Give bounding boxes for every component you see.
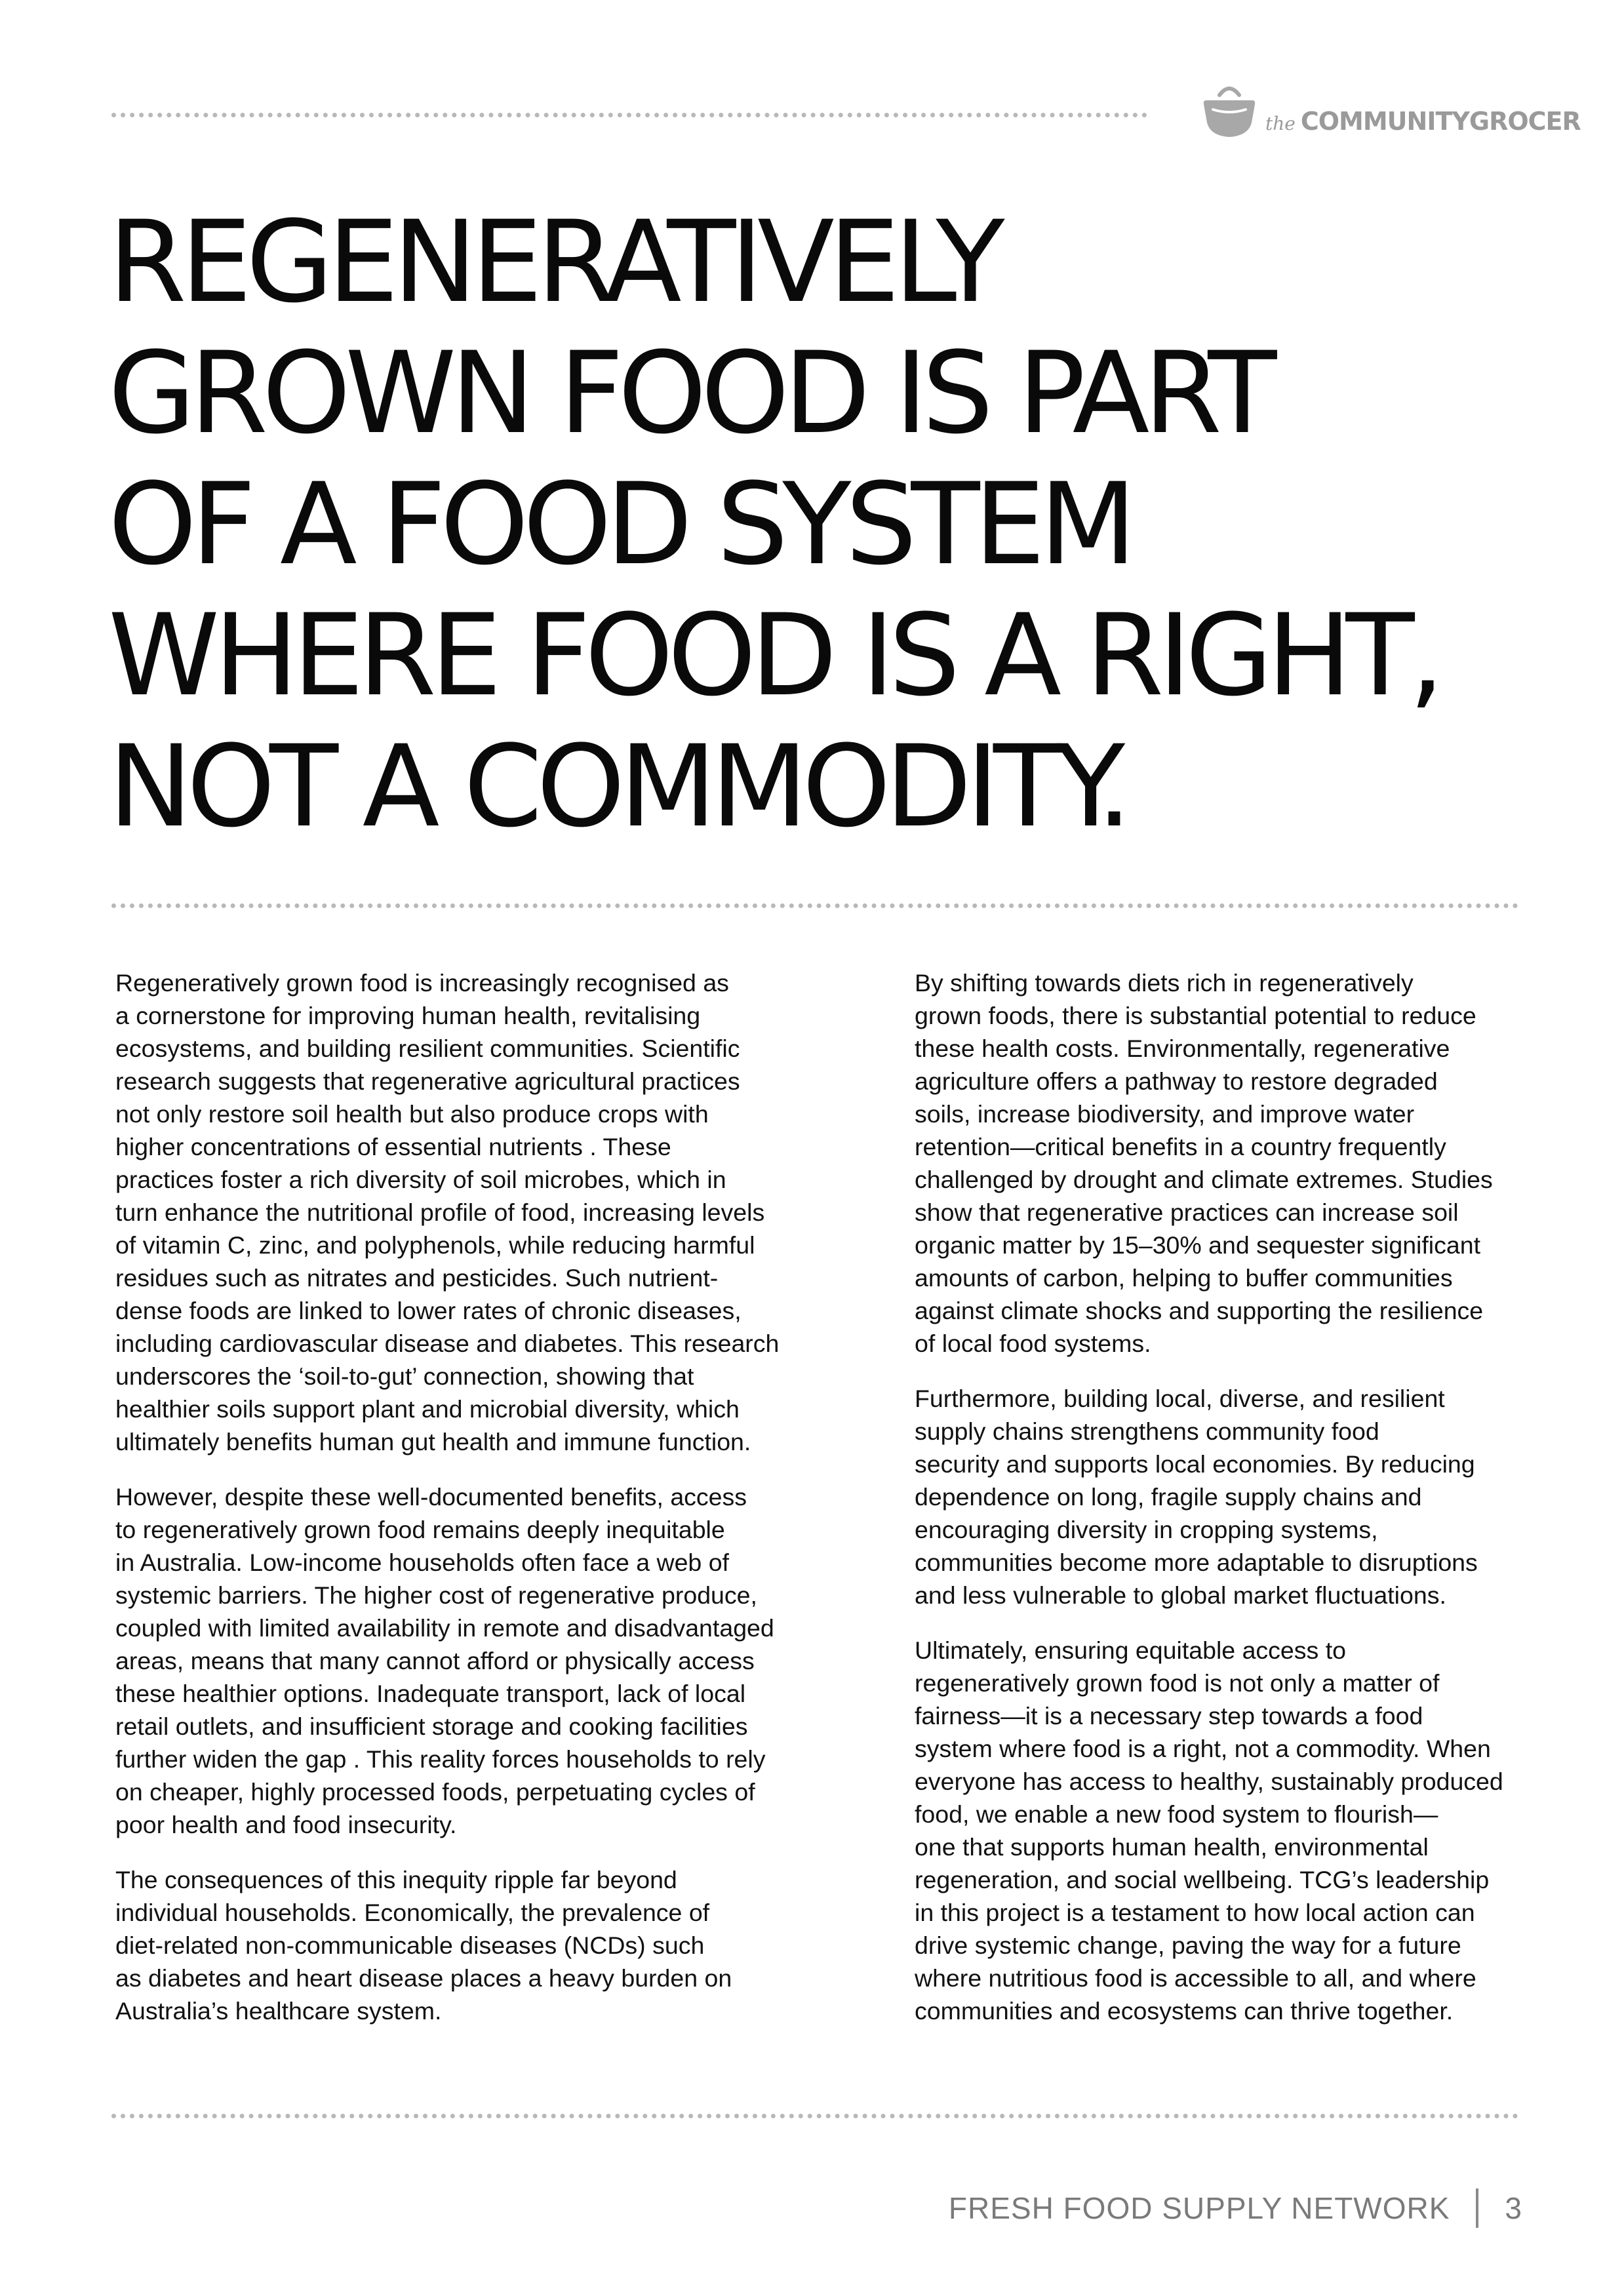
grocery-basket-icon [1200, 81, 1259, 140]
community-grocer-logo [1200, 77, 1581, 143]
top-dotted-divider [111, 113, 1147, 117]
middle-dotted-divider [111, 903, 1518, 908]
brand-name: COMMUNITYGROCER [1300, 107, 1581, 136]
body-paragraph: Ultimately, ensuring equitable access to regeneratively grown food is not only a matter of fairness—it is a necessary step towards a food system where food is a right, not a commodity. When everyone has access to healthy, sustainably produced food, we enable a new food system to flourish— one that supports human health, environmental regeneration, and social wellbeing. TCG’s leadership in this project is a testament to how local action can drive systemic change, paving the way for a future where nutritious food is accessible to all, and where communities and ecosystems can thrive together. [915, 1636, 1503, 2025]
headline-line: OF A FOOD SYSTEM [108, 458, 1131, 590]
footer-section-title: FRESH FOOD SUPPLY NETWORK [948, 2191, 1450, 2225]
headline-line: WHERE FOOD IS A RIGHT, [108, 589, 1439, 721]
bottom-dotted-divider [111, 2114, 1518, 2118]
page-headline [108, 197, 1583, 852]
body-column-left [115, 966, 843, 2049]
body-paragraph: However, despite these well-documented benefits, access to regeneratively grown food remains deeply inequitable in Australia. Low-income households often face a web of systemic barriers. The higher cost of regenerative produce, coupled with limited availability in remote and disadvantaged areas, means that many cannot afford or physically access these healthier options. Inadequate transport, lack of local retail outlets, and insufficient storage and cooking facilities further widen the gap . This reality forces households to rely on cheaper, highly processed foods, perpetuating cycles of poor health and food insecurity. [115, 1483, 774, 1838]
brand-prefix: the [1265, 113, 1296, 134]
body-paragraph: Regeneratively grown food is increasingly recognised as a cornerstone for improving human health, revitalising ecosystems, and building resilient communities. Scientific research suggests that regenerative agricultural practices not only restore soil health but also produce crops with higher concentrations of essential nutrients . These practices foster a rich diversity of soil microbes, which in turn enhance the nutritional profile of food, increasing levels of vitamin C, zinc, and polyphenols, while reducing harmful residues such as nitrates and pesticides. Such nutrient- dense foods are linked to lower rates of chronic diseases, including cardiovascular disease and diabetes. This research underscores the ‘soil-to-gut’ connection, showing that healthier soils support plant and microbial diversity, which ultimately benefits human gut health and immune function. [115, 969, 780, 1455]
headline-line: REGENERATIVELY [108, 196, 999, 328]
brand-wordmark [1265, 107, 1581, 136]
body-paragraph: Furthermore, building local, diverse, and resilient supply chains strengthens community food security and supports local economies. By reducing dependence on long, fragile supply chains and encouraging diversity in cropping systems, communities become more adaptable to disruptions and less vulnerable to global market fluctuations. [915, 1385, 1478, 1609]
body-paragraph: The consequences of this inequity ripple far beyond individual households. Economically, the prevalence of diet-related non-communicable diseases (NCDs) such as diabetes and heart disease places a heavy burden on Australia’s healthcare system. [115, 1866, 732, 2025]
page-footer [949, 2188, 1522, 2228]
body-paragraph: By shifting towards diets rich in regeneratively grown foods, there is substantial potential to reduce these health costs. Environmentally, regenerative agriculture offers a pathway to restore degraded soils, increase biodiversity, and improve water retention—critical benefits in a country frequently challenged by drought and climate extremes. Studies show that regenerative practices can increase soil organic matter by 15–30% and sequester significant amounts of carbon, helping to buffer communities against climate shocks and supporting the resilience of local food systems. [915, 969, 1493, 1357]
footer-divider [1476, 2188, 1478, 2228]
headline-line: NOT A COMMODITY. [108, 721, 1126, 852]
page-number: 3 [1505, 2191, 1522, 2225]
headline-line: GROWN FOOD IS PART [108, 327, 1271, 459]
body-column-right [915, 966, 1570, 2049]
